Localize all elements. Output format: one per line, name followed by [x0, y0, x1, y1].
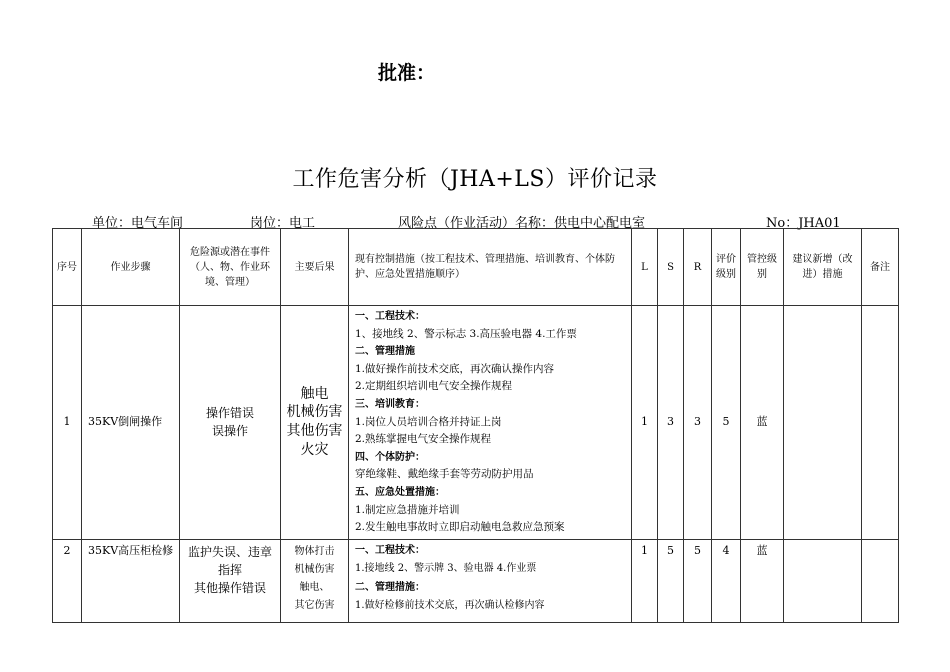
- row-s: 3: [658, 306, 684, 540]
- table-row: [53, 306, 899, 540]
- header-consequence: 主要后果: [281, 229, 349, 306]
- header-level: 评价级别: [712, 229, 741, 306]
- header-r: R: [684, 229, 712, 306]
- consequence-line: 触电: [300, 385, 329, 402]
- row-l: 1: [632, 306, 658, 540]
- header-l: L: [632, 229, 658, 306]
- measure-item: 1.做好检修前技术交底，再次确认检修内容: [355, 600, 545, 612]
- hazard-line: 其他操作错误: [193, 580, 266, 595]
- measure-heading: 一、工程技术：: [355, 311, 425, 322]
- consequence-line: 物体打击: [294, 545, 335, 557]
- row-consequence: [281, 539, 349, 622]
- table-row: [53, 539, 899, 622]
- consequence-line: 其他伤害: [286, 423, 343, 440]
- table-header-row: [53, 229, 899, 306]
- jha-table: [52, 228, 899, 623]
- meta-risk-point: 风险点（作业活动）名称：供电中心配电室: [398, 216, 646, 231]
- row-seq: 1: [53, 306, 82, 540]
- header-s: S: [658, 229, 684, 306]
- row-measures: [349, 306, 632, 540]
- measure-heading: 三、培训教育：: [355, 398, 425, 410]
- row-level: 5: [712, 306, 741, 540]
- row-control: 蓝: [741, 306, 784, 540]
- row-hazard: [180, 306, 281, 540]
- row-hazard: [180, 539, 281, 622]
- header-control: 管控级别: [741, 229, 784, 306]
- measure-item: 1.做好操作前技术交底，再次确认操作内容: [355, 362, 555, 375]
- page-title: 工作危害分析（JHA+LS）评价记录: [292, 167, 658, 192]
- header-suggest: 建议新增（改进）措施: [784, 229, 862, 306]
- measure-item: 1.岗位人员培训合格并持证上岗: [355, 415, 502, 428]
- measure-item: 1.制定应急措施并培训: [355, 503, 460, 516]
- row-r: 3: [684, 306, 712, 540]
- consequence-line: 触电、: [299, 581, 330, 593]
- measure-heading: 四、个体防护：: [355, 451, 425, 463]
- consequence-line: 机械伤害: [294, 563, 335, 575]
- measure-item: 1.接地线 2、警示牌 3、验电器 4.作业票: [355, 563, 537, 575]
- measure-item: 2.熟练掌握电气安全操作规程: [355, 433, 492, 446]
- row-suggest: [784, 306, 862, 540]
- row-suggest: [784, 539, 862, 622]
- hazard-line: 监护失误、违章: [187, 544, 272, 559]
- row-r: 5: [684, 539, 712, 622]
- row-s: 5: [658, 539, 684, 622]
- measure-heading: 二、管理措施：: [355, 581, 425, 593]
- measure-item: 穿绝缘鞋、戴绝缘手套等劳动防护用品: [355, 468, 534, 481]
- meta-unit: 单位：电气车间: [92, 216, 184, 231]
- consequence-line: 火灾: [300, 442, 329, 459]
- header-seq: 序号: [53, 229, 82, 306]
- approval-label: 批准：: [378, 62, 436, 84]
- consequence-line: 其它伤害: [294, 599, 335, 611]
- meta-post: 岗位：电工: [250, 216, 316, 231]
- measure-item: 2.发生触电事故时立即启动触电急救应急预案: [355, 521, 565, 534]
- row-measures: [349, 539, 632, 622]
- measure-item: 2.定期组织培训电气安全操作规程: [355, 380, 513, 393]
- hazard-line: 误操作: [211, 424, 248, 439]
- row-control: 蓝: [741, 539, 784, 622]
- header-hazard: 危险源或潜在事件（人、物、作业环境、管理）: [180, 229, 281, 306]
- row-level: 4: [712, 539, 741, 622]
- measure-heading: 一、工程技术：: [355, 544, 425, 556]
- measure-item: 1、接地线 2、警示标志 3.高压验电器 4.工作票: [355, 327, 577, 340]
- header-step: 作业步骤: [82, 229, 180, 306]
- header-remark: 备注: [862, 229, 899, 306]
- measure-heading: 二、管理措施: [355, 346, 415, 358]
- row-remark: [862, 306, 899, 540]
- row-remark: [862, 539, 899, 622]
- consequence-line: 机械伤害: [286, 404, 343, 421]
- measure-heading: 五、应急处置措施：: [355, 486, 445, 498]
- header-measures: 现有控制措施（按工程技术、管理措施、培训教育、个体防护、应急处置措施顺序）: [349, 229, 632, 306]
- row-step: 35KV倒闸操作: [82, 306, 180, 540]
- meta-number: No：JHA01: [766, 216, 841, 231]
- row-step: 35KV高压柜检修: [82, 539, 180, 622]
- row-l: 1: [632, 539, 658, 622]
- hazard-line: 指挥: [217, 562, 242, 577]
- row-seq: 2: [53, 539, 82, 622]
- hazard-line: 操作错误: [205, 406, 254, 421]
- row-consequence: [281, 306, 349, 540]
